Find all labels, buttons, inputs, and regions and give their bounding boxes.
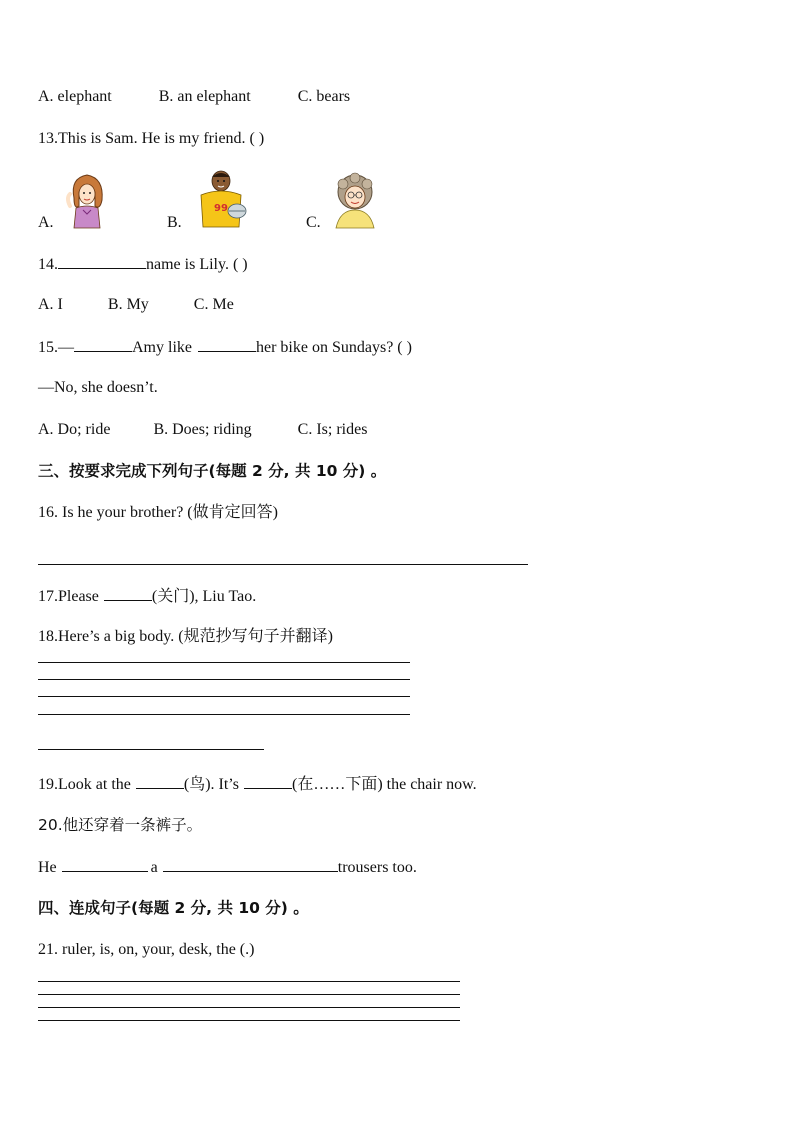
q13-stem: 13.This is Sam. He is my friend. ( ) [38, 130, 265, 147]
section-3-heading: 三、按要求完成下列句子(每题 2 分, 共 10 分) 。 [38, 462, 387, 480]
q14-option-c: C. Me [193, 296, 234, 313]
q14-option-b: B. My [107, 296, 149, 313]
q15-text-mid: Amy like [132, 339, 192, 356]
q19-stem [38, 774, 477, 795]
grandmother-picture [330, 170, 380, 230]
q15-option-c: C. Is; rides [297, 421, 368, 438]
q19-blank-1[interactable] [136, 774, 184, 789]
q20-sentence [38, 857, 417, 878]
q14-option-a: A. I [38, 296, 63, 313]
q14-options [38, 295, 234, 315]
q15-number: 15.— [38, 339, 74, 356]
q20-word-he: He [38, 859, 57, 876]
girl-picture [62, 170, 112, 230]
section-4-heading: 四、连成句子(每题 2 分, 共 10 分) 。 [38, 899, 309, 917]
q12-option-a: A. elephant [38, 88, 112, 105]
q20-word-a: a [150, 859, 158, 876]
q14-answer-blank[interactable] [58, 254, 146, 269]
q20-stem: 20.他还穿着一条裤子。 [38, 816, 203, 834]
q18-writing-line-2[interactable] [38, 679, 410, 680]
boy-football-player-picture [193, 167, 251, 229]
q15-option-b: B. Does; riding [153, 421, 252, 438]
q20-blank-1[interactable] [62, 857, 148, 872]
q20-text-rest: trousers too. [337, 859, 417, 876]
q21-stem: 21. ruler, is, on, your, desk, the (.) [38, 941, 255, 958]
q14-number: 14. [38, 256, 58, 273]
q12-option-c: C. bears [297, 88, 351, 105]
q21-writing-line-4[interactable] [38, 1020, 460, 1021]
q17-text-rest: (关门), Liu Tao. [151, 588, 257, 605]
q13-option-c-label: C. [306, 214, 321, 231]
q19-text-2: (鸟). It’s [183, 776, 239, 793]
jersey-number: 99 [214, 203, 228, 214]
q21-writing-line-2[interactable] [38, 994, 460, 995]
q12-options [38, 87, 350, 107]
q19-text-1: 19.Look at the [38, 776, 131, 793]
q18-stem: 18.Here’s a big body. (规范抄写句子并翻译) [38, 628, 333, 645]
q17-stem [38, 586, 256, 607]
q12-option-b: B. an elephant [158, 88, 251, 105]
q20-blank-2[interactable] [163, 857, 338, 872]
q16-answer-line[interactable] [38, 564, 528, 565]
q21-writing-line-1[interactable] [38, 981, 460, 982]
q15-options [38, 420, 367, 440]
q21-writing-line-3[interactable] [38, 1007, 460, 1008]
q18-translation-line[interactable] [38, 749, 264, 750]
q19-text-3: (在……下面) the chair now. [291, 776, 477, 793]
q15-text-rest: her bike on Sundays? ( ) [256, 339, 412, 356]
q15-option-a: A. Do; ride [38, 421, 111, 438]
q17-blank[interactable] [104, 586, 152, 601]
q15-stem [38, 337, 412, 358]
q17-text-start: 17.Please [38, 588, 99, 605]
q15-blank-1[interactable] [74, 337, 132, 352]
q14-text: name is Lily. ( ) [146, 256, 248, 273]
q15-answer: —No, she doesn’t. [38, 379, 158, 396]
q16-stem: 16. Is he your brother? (做肯定回答) [38, 504, 278, 521]
q19-blank-2[interactable] [244, 774, 292, 789]
q18-writing-line-1[interactable] [38, 662, 410, 663]
q13-option-a-label: A. [38, 214, 54, 231]
q15-blank-2[interactable] [198, 337, 256, 352]
q18-writing-line-3[interactable] [38, 696, 410, 697]
q13-option-b-label: B. [167, 214, 182, 231]
q14-stem [38, 254, 248, 275]
q18-writing-line-4[interactable] [38, 714, 410, 715]
